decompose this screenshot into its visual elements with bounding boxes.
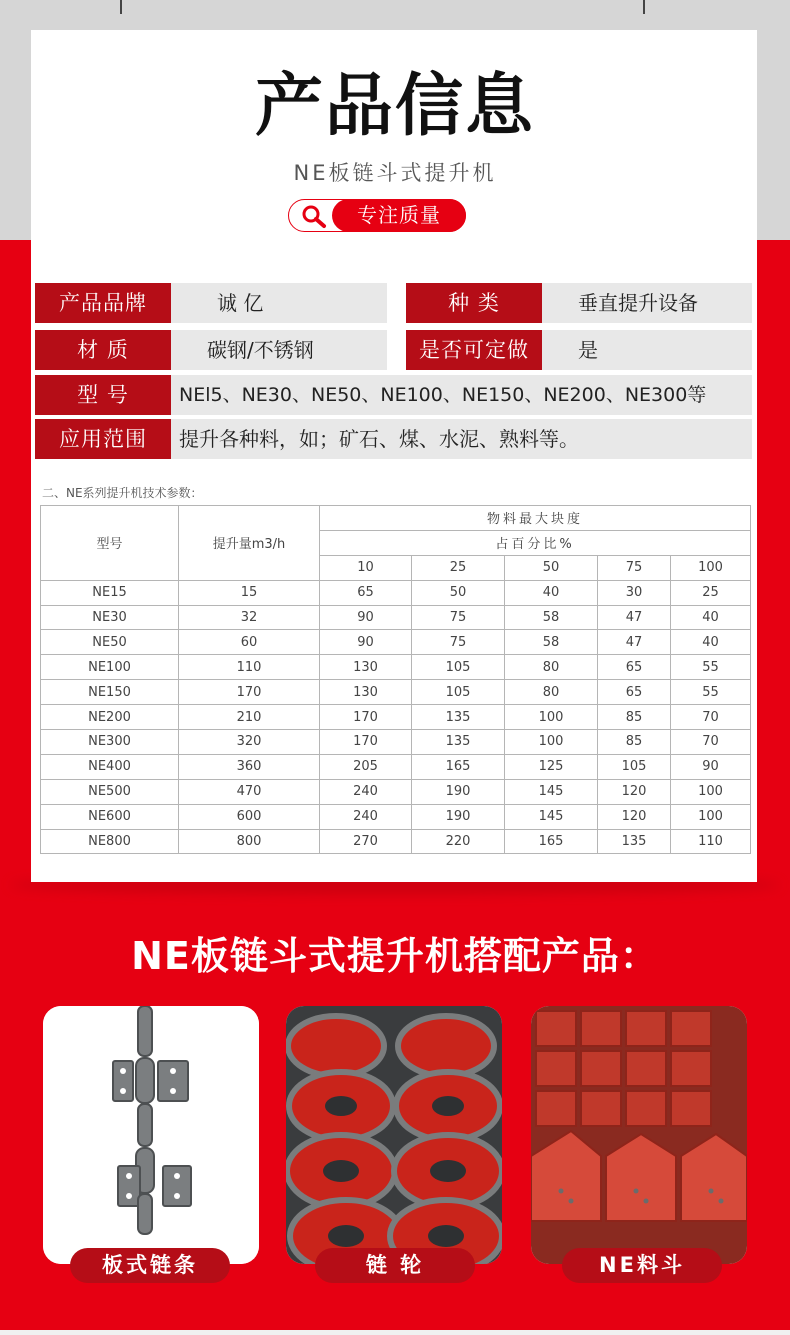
table-row	[41, 730, 751, 755]
table-cell: 55	[671, 655, 751, 680]
header-max-block: 物料最大块度	[320, 506, 751, 531]
table-cell: 85	[598, 730, 671, 755]
type-label: 种 类	[406, 283, 542, 323]
table-row	[41, 605, 751, 630]
magnifier-icon	[300, 203, 328, 229]
table-cell: 135	[412, 705, 505, 730]
table-cell: 100	[671, 779, 751, 804]
table-cell: 60	[179, 630, 320, 655]
table-cell: NE400	[41, 754, 179, 779]
header-percent-col: 10	[320, 555, 412, 580]
table-cell: 470	[179, 779, 320, 804]
divider-line	[120, 0, 122, 14]
table-cell: 47	[598, 630, 671, 655]
table-cell: 75	[412, 605, 505, 630]
table-cell: 190	[412, 804, 505, 829]
table-cell: 210	[179, 705, 320, 730]
table-cell: 130	[320, 680, 412, 705]
table-cell: 90	[320, 605, 412, 630]
material-label: 材 质	[35, 330, 171, 370]
table-header-row	[41, 506, 751, 531]
table-row	[41, 779, 751, 804]
custom-value: 是	[542, 330, 752, 370]
table-cell: NE200	[41, 705, 179, 730]
table-cell: 40	[671, 630, 751, 655]
table-cell: 105	[412, 655, 505, 680]
table-cell: 800	[179, 829, 320, 854]
table-row	[41, 754, 751, 779]
plate-chain-label: 板式链条	[70, 1248, 230, 1283]
brand-value: 诚 亿	[171, 283, 387, 323]
badge-label: 专注质量	[332, 199, 466, 232]
table-cell: 75	[412, 630, 505, 655]
table-cell: NE800	[41, 829, 179, 854]
header-capacity: 提升量m3/h	[179, 506, 320, 581]
table-cell: 40	[505, 580, 598, 605]
table-cell: NE600	[41, 804, 179, 829]
spec-table	[40, 505, 751, 854]
table-cell: 40	[671, 605, 751, 630]
table-cell: NE50	[41, 630, 179, 655]
table-cell: 30	[598, 580, 671, 605]
product-card-plate-chain[interactable]	[43, 1006, 259, 1264]
table-cell: 15	[179, 580, 320, 605]
table-cell: 58	[505, 605, 598, 630]
table-cell: 170	[179, 680, 320, 705]
table-cell: NE150	[41, 680, 179, 705]
table-cell: 190	[412, 779, 505, 804]
table-cell: 47	[598, 605, 671, 630]
bottom-edge	[0, 1330, 790, 1335]
material-value: 碳钢/不锈钢	[171, 330, 387, 370]
divider-line	[643, 0, 645, 14]
type-value: 垂直提升设备	[542, 283, 752, 323]
brand-label: 产品品牌	[35, 283, 171, 323]
table-cell: NE500	[41, 779, 179, 804]
usage-value: 提升各种料，如；矿石、煤、水泥、熟料等。	[171, 419, 752, 459]
model-value: NEl5、NE30、NE50、NE100、NE150、NE200、NE300等	[171, 375, 752, 415]
table-cell: 320	[179, 730, 320, 755]
table-cell: 65	[598, 655, 671, 680]
table-cell: 50	[412, 580, 505, 605]
table-cell: 80	[505, 680, 598, 705]
table-cell: 270	[320, 829, 412, 854]
table-cell: 32	[179, 605, 320, 630]
table-cell: 130	[320, 655, 412, 680]
table-cell: 240	[320, 804, 412, 829]
usage-label: 应用范围	[35, 419, 171, 459]
table-cell: 125	[505, 754, 598, 779]
product-card-sprocket[interactable]	[286, 1006, 502, 1264]
table-cell: 70	[671, 705, 751, 730]
table-cell: 170	[320, 730, 412, 755]
header-percent-col: 75	[598, 555, 671, 580]
product-card-bucket[interactable]	[531, 1006, 747, 1264]
table-cell: 120	[598, 804, 671, 829]
table-cell: 65	[598, 680, 671, 705]
bucket-image	[531, 1006, 747, 1264]
table-cell: 70	[671, 730, 751, 755]
table-cell: 110	[671, 829, 751, 854]
table-cell: 165	[505, 829, 598, 854]
table-cell: 100	[505, 705, 598, 730]
table-cell: 240	[320, 779, 412, 804]
table-cell: 100	[671, 804, 751, 829]
table-cell: 65	[320, 580, 412, 605]
accessories-title: NE板链斗式提升机搭配产品：	[131, 934, 659, 978]
model-label: 型 号	[35, 375, 171, 415]
table-cell: 58	[505, 630, 598, 655]
table-row	[41, 630, 751, 655]
bucket-label: NE料斗	[562, 1248, 722, 1283]
table-cell: 170	[320, 705, 412, 730]
table-row	[41, 580, 751, 605]
table-cell: 25	[671, 580, 751, 605]
table-cell: NE100	[41, 655, 179, 680]
header-percent-col: 50	[505, 555, 598, 580]
table-cell: 220	[412, 829, 505, 854]
table-row	[41, 680, 751, 705]
header-percent-col: 100	[671, 555, 751, 580]
table-row	[41, 829, 751, 854]
table-cell: NE300	[41, 730, 179, 755]
table-row	[41, 655, 751, 680]
table-cell: 110	[179, 655, 320, 680]
table-cell: 90	[320, 630, 412, 655]
table-cell: 90	[671, 754, 751, 779]
table-cell: 165	[412, 754, 505, 779]
table-cell: NE15	[41, 580, 179, 605]
table-cell: 135	[598, 829, 671, 854]
header-percent-col: 25	[412, 555, 505, 580]
table-cell: 55	[671, 680, 751, 705]
table-cell: 600	[179, 804, 320, 829]
table-cell: 145	[505, 804, 598, 829]
table-cell: 80	[505, 655, 598, 680]
header-model: 型号	[41, 506, 179, 581]
table-cell: 360	[179, 754, 320, 779]
table-cell: 120	[598, 779, 671, 804]
custom-label: 是否可定做	[406, 330, 542, 370]
plate-chain-image	[43, 1006, 259, 1264]
table-cell: 135	[412, 730, 505, 755]
table-row	[41, 804, 751, 829]
table-cell: 145	[505, 779, 598, 804]
table-cell: NE30	[41, 605, 179, 630]
table-cell: 100	[505, 730, 598, 755]
table-cell: 105	[412, 680, 505, 705]
quality-badge	[288, 199, 466, 232]
table-cell: 205	[320, 754, 412, 779]
table-cell: 85	[598, 705, 671, 730]
page-title: 产品信息	[254, 67, 535, 146]
product-subtitle: NE板链斗式提升机	[293, 161, 497, 185]
header-percent: 占百分比%	[320, 530, 751, 555]
table-row	[41, 705, 751, 730]
sprocket-label: 链 轮	[315, 1248, 475, 1283]
spec-table-caption: 二、NE系列提升机技术参数：	[42, 486, 203, 500]
sprocket-image	[286, 1006, 502, 1264]
table-cell: 105	[598, 754, 671, 779]
